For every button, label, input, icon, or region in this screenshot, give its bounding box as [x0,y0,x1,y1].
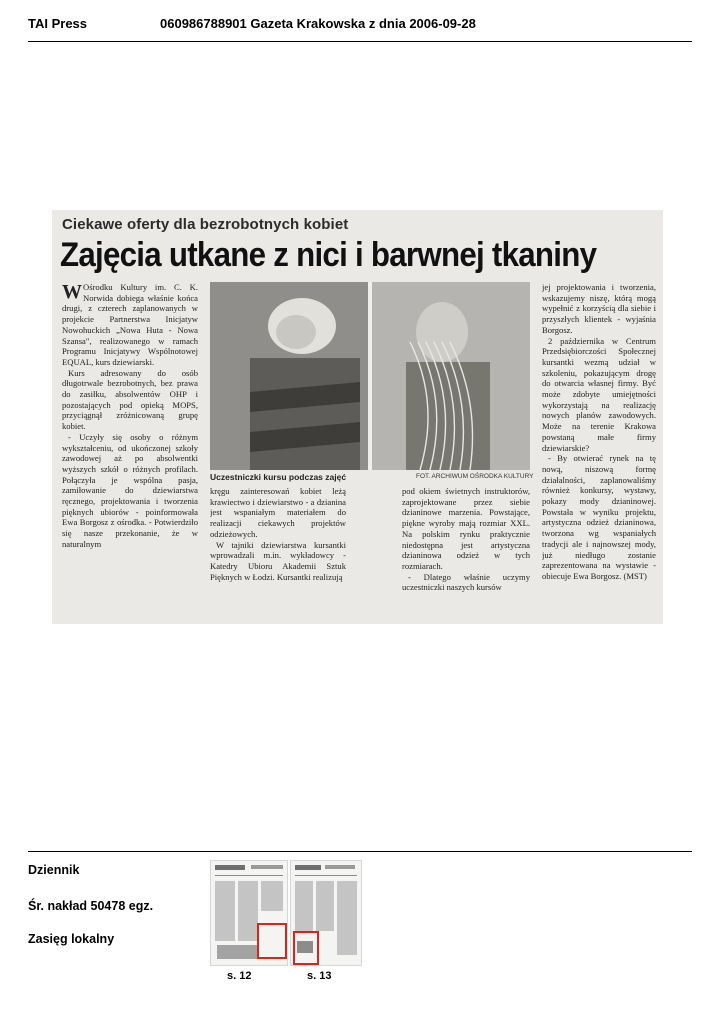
header-divider [28,41,692,42]
circulation-label: Śr. nakład 50478 egz. [28,899,154,913]
article-kicker: Ciekawe oferty dla bezrobotnych kobiet [62,216,349,233]
paragraph: jej projektowania i tworzenia, wskazujemy niszę, którą mogą wypełnić z korzyścią dla siebie i przyszłych klientek - wyjaśnia Borgosz. [542,282,656,335]
page-header [0,0,725,44]
page-number-12[interactable]: s. 12 [227,970,252,982]
page-thumbnail-12[interactable] [210,860,288,966]
source-label: TAI Press [28,16,88,31]
footer-divider [28,851,692,852]
photo-credit: FOT. ARCHIWUM OŚRODKA KULTURY [416,473,534,480]
reach-label: Zasięg lokalny [28,932,115,946]
paragraph: W tajniki dziewiarstwa kursantki wprowadzali m.in. wykładowcy - Katedry Ubioru Akademii Sztuk Pięknych w Łodzi. Kursantki realizują [210,539,346,582]
article-location-highlight [257,923,287,959]
photo-image [210,282,530,470]
photo-caption: Uczestniczki kursu podczas zajęć [210,472,347,482]
page-thumbnail-13[interactable] [290,860,362,966]
article-column-3 [402,486,530,620]
paragraph: - Dlatego właśnie uczymy uczestniczki naszych kursów [402,571,530,593]
article-column-2 [210,486,346,620]
article-location-highlight [293,931,319,965]
paragraph: Kurs adresowany do osób długotrwale bezrobotnych, bez prawa do zasiłku, absolwentów OHP i pozostających pod opieką MOPS, przyciągnął zróżnicowaną grupę kobiet. [62,367,198,432]
paragraph: 2 października w Centrum Przedsiębiorczości Społecznej kursantki wezmą udział w szkoleniu, pokazującym drogę do otwarcia własnej firmy. Być może zdobyte umiejętności wykorzystają na realizację nowych planów zawodowych. Może na terenie Krakowa powstaną małe firmy dziewiarskie? [542,335,656,453]
reference-label: 060986788901 Gazeta Krakowska z dnia 2006-09-28 [160,16,476,31]
article-clipping [52,210,663,624]
paragraph: - By otwierać rynek na tę nową, niszową formę działalności, zaplanowaliśmy również konkursy, wystawy, pokazy mody dzianinowej. Powstała w wyniku projektu, artystyczna odzież dzianinowa, tworzona wg wspaniałych tradycji ale i najnowszej mody, już niedługo zostanie zaprezentowana na wystawie - obiecuje Ewa Borgosz. (MST) [542,453,656,581]
drop-cap: W [62,282,82,303]
page-number-13[interactable]: s. 13 [307,970,332,982]
article-photo [210,282,530,470]
article-column-1 [62,282,198,620]
paragraph: kręgu zainteresowań kobiet leżą krawiectwo i dziewiarstwo - a dzianina jest wspaniałym materiałem do realizacji ciekawych projektów odzieżowych. [210,486,346,539]
publication-type: Dziennik [28,863,80,877]
paragraph: pod okiem świetnych instruktorów, zaprojektowane przez siebie dzianinowe marzenia. Powstające, piękne wyroby mają rozmiar XXL. Na polskim rynku praktycznie niedostępna jest artystyczna dzianinowa odzież w tych rozmiarach. [402,486,530,571]
article-column-4 [542,282,656,620]
article-headline: Zajęcia utkane z nici i barwnej tkaniny [60,236,597,274]
paragraph: W Ośrodku Kultury im. C. K. Norwida dobiega właśnie końca drugi, z czterech zaplanowanych w projekcie Partnerstwa Inicjatyw Nowohuckich „Nowa Huta - Nowa Szansa", realizowanego w ramach Programu Inicjatywy Wspólnotowej EQUAL, kurs dziewiarski. [62,282,198,367]
paragraph: - Uczyły się osoby o różnym wykształceniu, od ukończonej szkoły zawodowej aż po absolwentki wyższych szkół o różnych profilach. Połączyła je wspólna pasja, zamiłowanie do dziewiarstwa ręcznego, projektowania i tworzenia pięknych ubiorów - poinformowała Ewa Borgosz z ośrodka. - Potwierdziło się nasze przekonanie, że w naturalnym [62,431,198,549]
